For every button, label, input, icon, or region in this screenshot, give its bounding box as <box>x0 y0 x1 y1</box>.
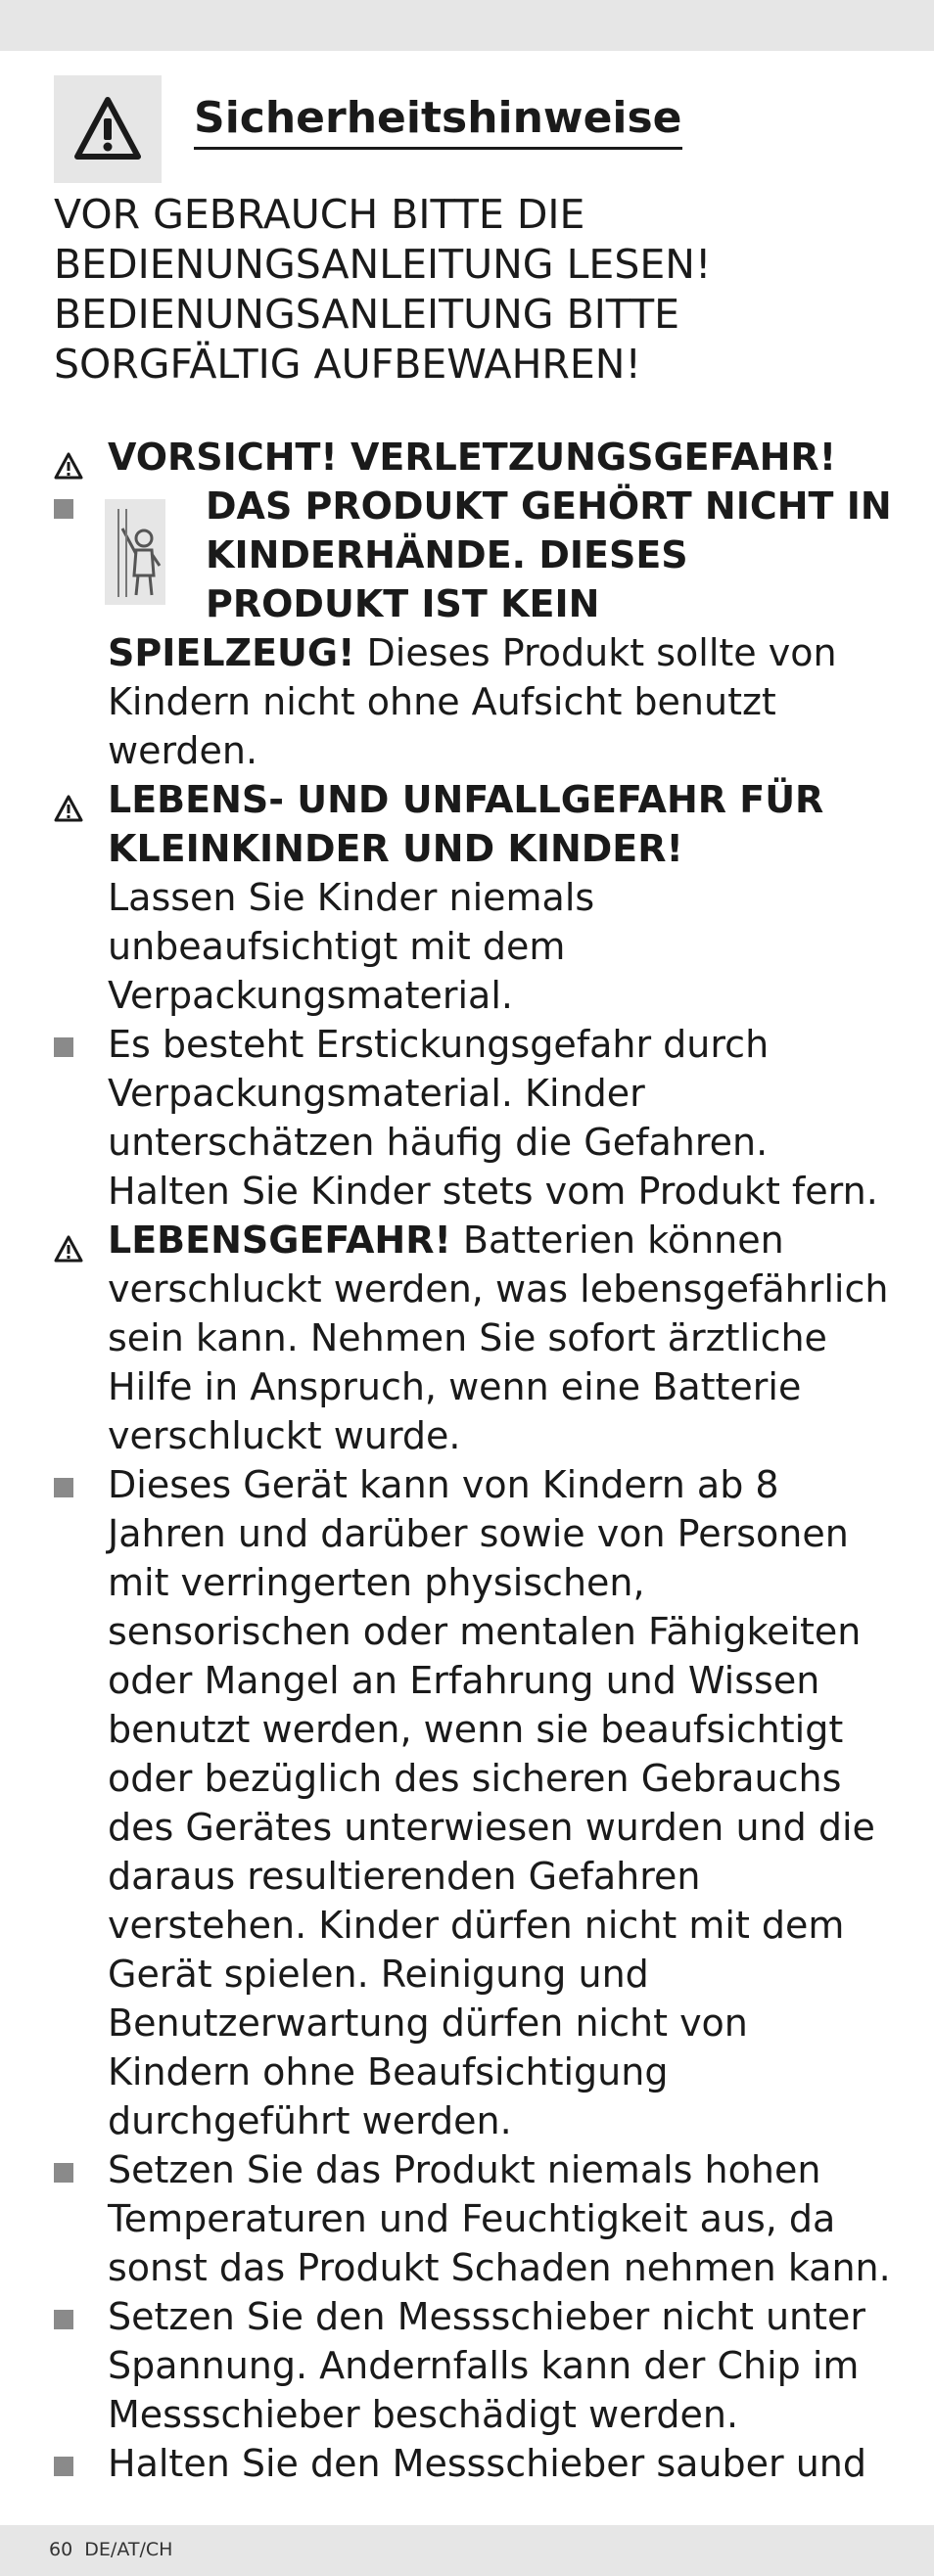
child-hazard-icon <box>105 499 165 605</box>
warning-triangle-icon <box>54 785 83 834</box>
suffocation-text: Es besteht Erstickungsgefahr durch Verpackungsmaterial. Kinder unterschätzen häufig die Gefahren. Halten Sie Kinder stets vom Produkt fern. <box>108 1023 878 1213</box>
battery-warning-bold: LEBENSGEFAHR! <box>108 1219 451 1262</box>
list-item <box>54 1020 896 1216</box>
temperature-warning-text: Setzen Sie das Produkt niemals hohen Temperaturen und Feuchtigkeit aus, da sonst das Produkt Schaden nehmen kann. <box>108 2148 891 2289</box>
square-bullet-icon <box>54 499 73 519</box>
intro-warning: VOR GEBRAUCH BITTE DIE BEDIENUNGSANLEITUNG LESEN! BEDIENUNGSANLEITUNG BITTE SORGFÄLTIG AUFBEWAHREN! <box>54 191 712 388</box>
warning-box <box>54 75 162 183</box>
top-bar <box>0 0 934 51</box>
page-footer <box>49 2539 172 2560</box>
cleaning-text: Halten Sie den Messschieber sauber und <box>108 2442 866 2485</box>
child-danger-heading: LEBENS- UND UNFALLGEFAHR FÜR KLEINKINDER UND KINDER! <box>108 778 824 870</box>
page-number: 60 <box>49 2539 73 2560</box>
voltage-warning-text: Setzen Sie den Messschieber nicht unter Spannung. Andernfalls kann der Chip im Messschieber beschädigt werden. <box>108 2295 866 2436</box>
list-item <box>54 775 896 1020</box>
warning-triangle-icon <box>73 95 142 163</box>
safety-content <box>54 190 896 2488</box>
battery-warning-text: Batterien können verschluckt werden, was lebensgefährlich sein kann. Nehmen Sie sofort ärztliche Hilfe in Anspruch, wenn eine Batterie verschluckt wurde. <box>108 1219 889 1457</box>
list-item <box>54 482 896 628</box>
square-bullet-icon <box>54 2163 73 2183</box>
list-item <box>54 2292 896 2439</box>
warning-triangle-icon <box>54 1225 83 1274</box>
caution-heading <box>54 433 896 482</box>
list-item <box>54 1216 896 1460</box>
square-bullet-icon <box>54 1037 73 1057</box>
list-item <box>54 2439 896 2488</box>
square-bullet-icon <box>54 2457 73 2476</box>
page-title: Sicherheitshinweise <box>194 92 682 150</box>
caution-heading-text: VORSICHT! VERLETZUNGSGEFAHR! <box>108 436 837 479</box>
child-warning-bold: DAS PRODUKT GEHÖRT NICHT IN KINDERHÄNDE. DIESES PRODUKT IST KEIN <box>206 484 892 625</box>
footer-bar <box>0 2525 934 2576</box>
square-bullet-icon <box>54 2310 73 2329</box>
list-item <box>54 1460 896 2145</box>
list-item <box>54 2145 896 2292</box>
child-warning-continued <box>54 628 896 775</box>
usage-restriction-text: Dieses Gerät kann von Kindern ab 8 Jahren und darüber sowie von Personen mit verringerten physischen, sensorischen oder mentalen Fähigkeiten oder Mangel an Erfahrung und Wissen benutzt werden, wenn sie beaufsichtigt oder bezüglich des sicheren Gebrauchs des Gerätes unterwiesen wurden und die daraus resultierenden Gefahren verstehen. Kinder dürfen nicht mit dem Gerät spielen. Reinigung und Benutzerwartung dürfen nicht von Kindern ohne Beaufsichtigung durchgeführt werden. <box>108 1463 875 2142</box>
region-label: DE/AT/CH <box>84 2539 173 2560</box>
toy-warning-text: Dieses Produkt sollte von Kindern nicht ohne Aufsicht benutzt werden. <box>108 631 837 772</box>
square-bullet-icon <box>54 1478 73 1497</box>
child-danger-text: Lassen Sie Kinder niemals unbeaufsichtigt mit dem Verpackungsmaterial. <box>108 876 595 1017</box>
toy-warning-bold: SPIELZEUG! <box>108 631 355 674</box>
